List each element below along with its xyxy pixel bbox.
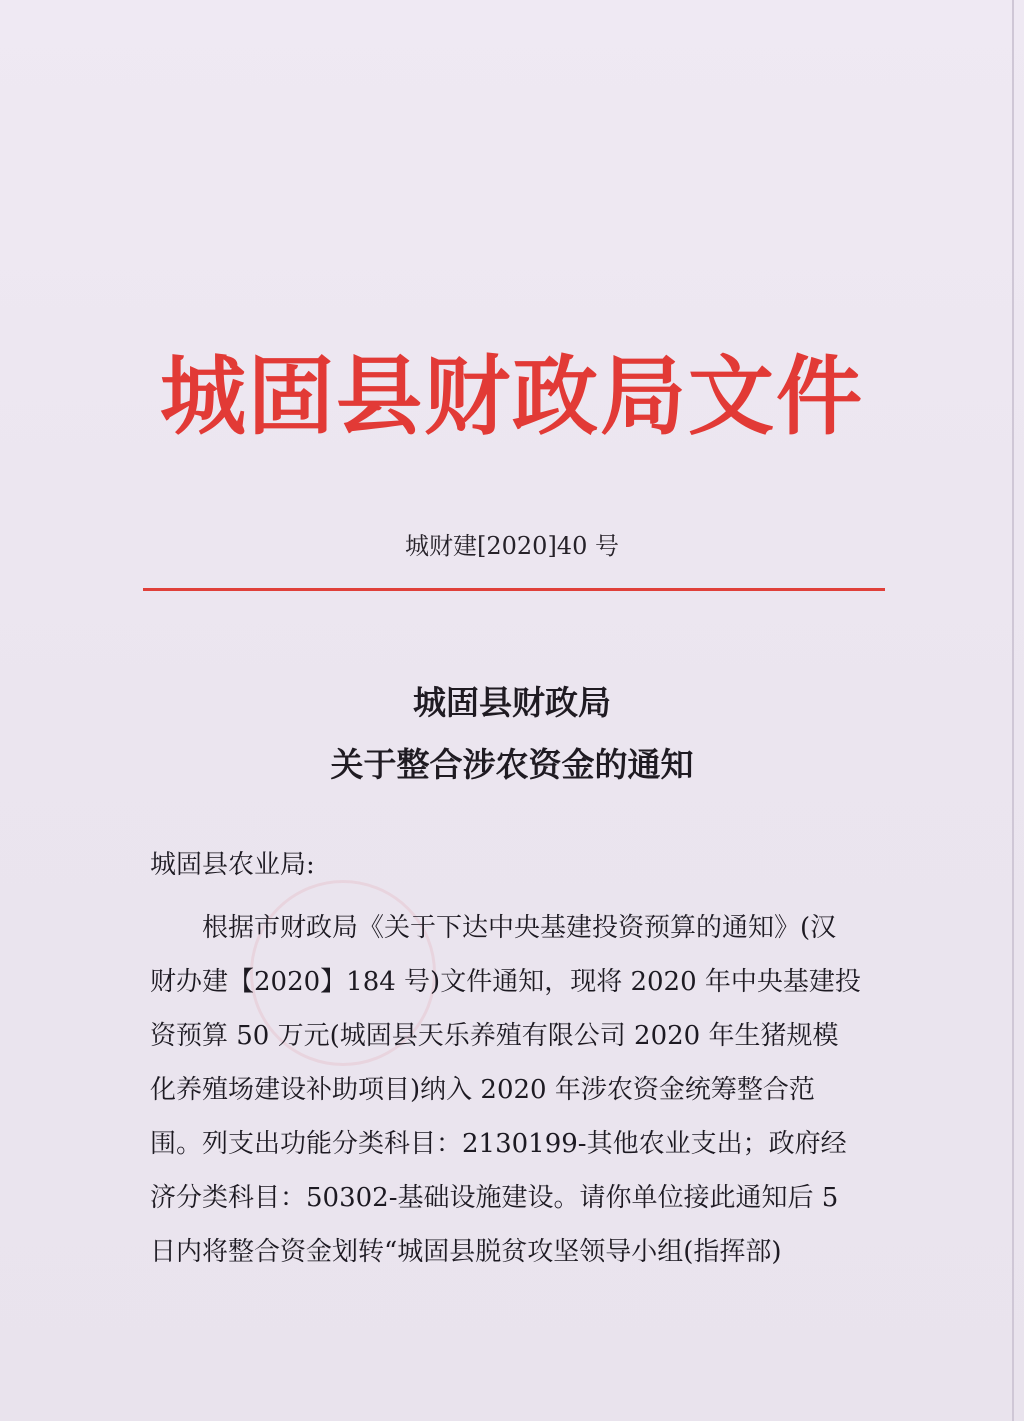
body-line: 济分类科目：50302-基础设施建设。请你单位接此通知后 5	[150, 1183, 839, 1213]
body-line: 化养殖场建设补助项目)纳入 2020 年涉农资金统筹整合范	[150, 1075, 815, 1105]
document-number: 城财建[2020]40 号	[405, 532, 619, 560]
body-line: 围。列支出功能分类科目：2130199-其他农业支出；政府经	[150, 1129, 847, 1159]
body-line: 财办建【2020】184 号)文件通知，现将 2020 年中央基建投	[150, 967, 861, 997]
body-line: 日内将整合资金划转“城固县脱贫攻坚领导小组(指挥部)	[150, 1237, 782, 1267]
notice-title-line1: 城固县财政局	[413, 683, 611, 722]
red-separator-line	[143, 588, 885, 591]
body-line: 根据市财政局《关于下达中央基建投资预算的通知》(汉	[150, 913, 837, 943]
letterhead-title: 城固县财政局文件	[160, 346, 864, 447]
salutation: 城固县农业局:	[150, 850, 315, 880]
notice-title-line2: 关于整合涉农资金的通知	[330, 745, 694, 784]
body-line: 资预算 50 万元(城固县天乐养殖有限公司 2020 年生猪规模	[150, 1021, 839, 1051]
